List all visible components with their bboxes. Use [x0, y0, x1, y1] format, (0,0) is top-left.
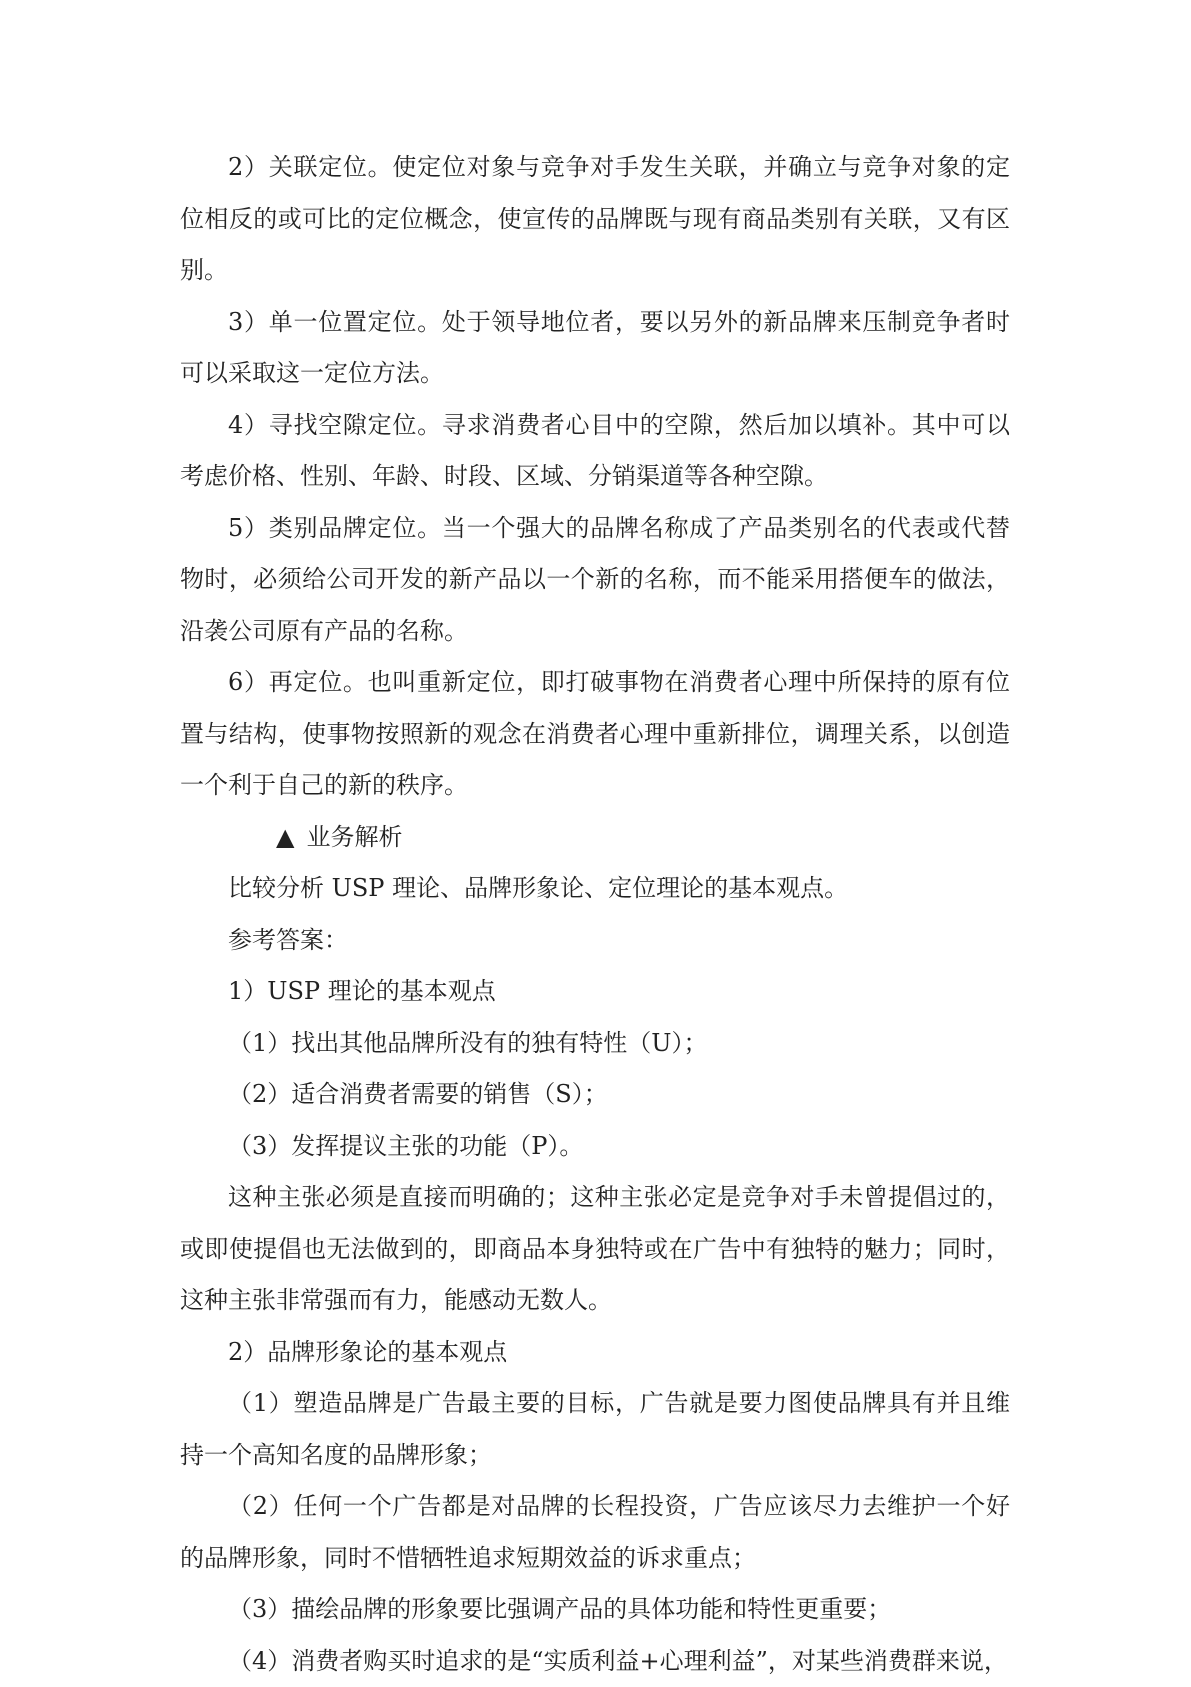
brand-item-4: （4）消费者购买时追求的是“实质利益+心理利益”，对某些消费群来说，: [180, 1636, 1010, 1687]
brand-heading: 2）品牌形象论的基本观点: [180, 1327, 1010, 1379]
paragraph-repositioning: 6）再定位。也叫重新定位，即打破事物在消费者心理中所保持的原有位置与结构，使事物按照新的观念在消费者心理中重新排位，调理关系，以创造一个利于自己的新的秩序。: [180, 657, 1010, 812]
document-page: [180, 142, 1010, 1687]
paragraph-association-positioning: 2）关联定位。使定位对象与竞争对手发生关联，并确立与竞争对象的定位相反的或可比的定位概念，使宣传的品牌既与现有商品类别有关联，又有区别。: [180, 142, 1010, 297]
section-title: 业务解析: [306, 823, 402, 851]
answer-label: 参考答案：: [180, 915, 1010, 967]
usp-item-1: （1）找出其他品牌所没有的独有特性（U）；: [180, 1018, 1010, 1070]
triangle-icon: ▲: [228, 812, 294, 864]
usp-item-2: （2）适合消费者需要的销售（S）；: [180, 1069, 1010, 1121]
section-heading: [180, 812, 1010, 864]
usp-heading: 1）USP 理论的基本观点: [180, 966, 1010, 1018]
question-text: 比较分析 USP 理论、品牌形象论、定位理论的基本观点。: [180, 863, 1010, 915]
brand-item-2: （2）任何一个广告都是对品牌的长程投资，广告应该尽力去维护一个好的品牌形象，同时不惜牺牲追求短期效益的诉求重点；: [180, 1481, 1010, 1584]
paragraph-single-position: 3）单一位置定位。处于领导地位者，要以另外的新品牌来压制竞争者时可以采取这一定位方法。: [180, 297, 1010, 400]
brand-item-1: （1）塑造品牌是广告最主要的目标，广告就是要力图使品牌具有并且维持一个高知名度的品牌形象；: [180, 1378, 1010, 1481]
brand-item-3: （3）描绘品牌的形象要比强调产品的具体功能和特性更重要；: [180, 1584, 1010, 1636]
paragraph-gap-positioning: 4）寻找空隙定位。寻求消费者心目中的空隙，然后加以填补。其中可以考虑价格、性别、年龄、时段、区域、分销渠道等各种空隙。: [180, 400, 1010, 503]
paragraph-category-brand: 5）类别品牌定位。当一个强大的品牌名称成了产品类别名的代表或代替物时，必须给公司开发的新产品以一个新的名称，而不能采用搭便车的做法，沿袭公司原有产品的名称。: [180, 503, 1010, 658]
usp-item-3: （3）发挥提议主张的功能（P）。: [180, 1121, 1010, 1173]
usp-paragraph: 这种主张必须是直接而明确的；这种主张必定是竞争对手未曾提倡过的，或即使提倡也无法做到的，即商品本身独特或在广告中有独特的魅力；同时，这种主张非常强而有力，能感动无数人。: [180, 1172, 1010, 1327]
